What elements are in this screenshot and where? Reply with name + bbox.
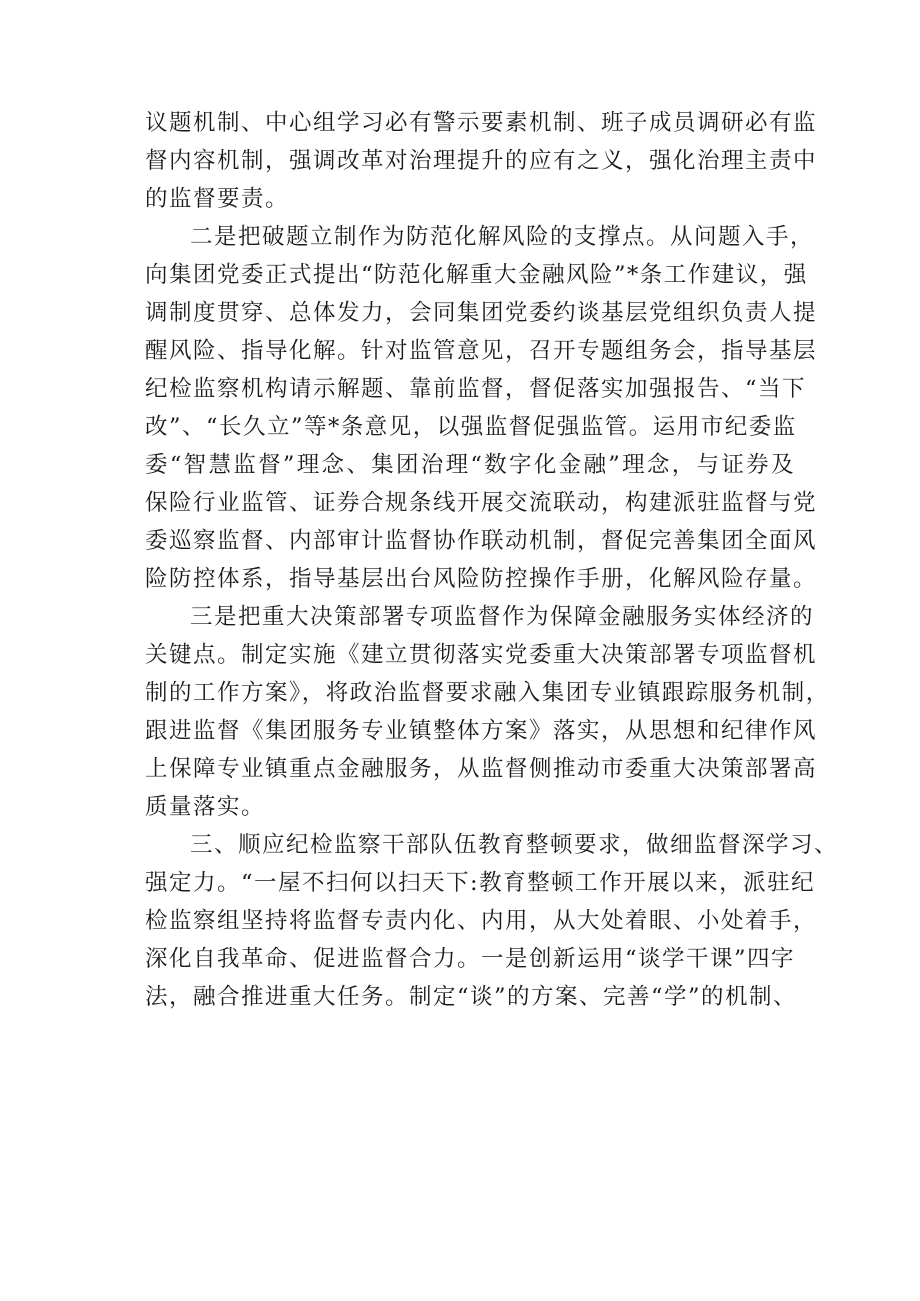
text-line: 关键点。制定实施《建立贯彻落实党委重大决策部署专项监督机 [145, 642, 818, 668]
paragraph-first-line: 二是把破题立制作为防范化解风险的支撑点。从问题入手， [190, 224, 815, 250]
paragraph-first-line: 三是把重大决策部署专项监督作为保障金融服务实体经济的 [190, 604, 815, 630]
text-line: 制的工作方案》，将政治监督要求融入集团专业镇跟踪服务机制， [145, 680, 830, 706]
text-line: 深化自我革命、促进监督合力。一是创新运用“谈学干课”四字 [145, 946, 796, 972]
text-line: 上保障专业镇重点金融服务，从监督侧推动市委重大决策部署高 [145, 756, 818, 782]
text-line: 督内容机制，强调改革对治理提升的应有之义，强化治理主责中 [145, 148, 818, 174]
text-line: 检监察组坚持将监督专责内化、内用，从大处着眼、小处着手， [145, 908, 818, 934]
text-line: 质量落实。 [145, 794, 266, 820]
text-line: 议题机制、中心组学习必有警示要素机制、班子成员调研必有监 [145, 110, 818, 136]
document-body [145, 104, 839, 1016]
text-line: 险防控体系，指导基层出台风险防控操作手册，化解风险存量。 [145, 566, 818, 592]
text-line: 跟进监督《集团服务专业镇整体方案》落实，从思想和纪律作风 [145, 718, 818, 744]
section-heading-line: 三、顺应纪检监察干部队伍教育整顿要求，做细监督深学习、 [190, 832, 839, 858]
text-line: 改”、“长久立”等*条意见，以强监督促强监管。运用市纪委监 [145, 414, 797, 440]
text-line: 强定力。“一屋不扫何以扫天下:教育整顿工作开展以来，派驻纪 [145, 870, 816, 896]
text-line: 委“智慧监督”理念、集团治理“数字化金融”理念，与证券及 [145, 452, 795, 478]
text-line: 调制度贯穿、总体发力，会同集团党委约谈基层党组织负责人提 [145, 300, 818, 326]
text-line: 保险行业监管、证券合规条线开展交流联动，构建派驻监督与党 [145, 490, 818, 516]
text-line: 的监督要责。 [145, 186, 290, 212]
text-line: 醒风险、指导化解。针对监管意见，召开专题组务会，指导基层 [145, 338, 818, 364]
text-line: 纪检监察机构请示解题、靠前监督，督促落实加强报告、“当下 [145, 376, 807, 402]
text-line: 法，融合推进重大任务。制定“谈”的方案、完善“学”的机制、 [145, 984, 798, 1010]
text-line: 委巡察监督、内部审计监督协作联动机制，督促完善集团全面风 [145, 528, 818, 554]
text-line: 向集团党委正式提出“防范化解重大金融风险”*条工作建议，强 [145, 262, 808, 288]
